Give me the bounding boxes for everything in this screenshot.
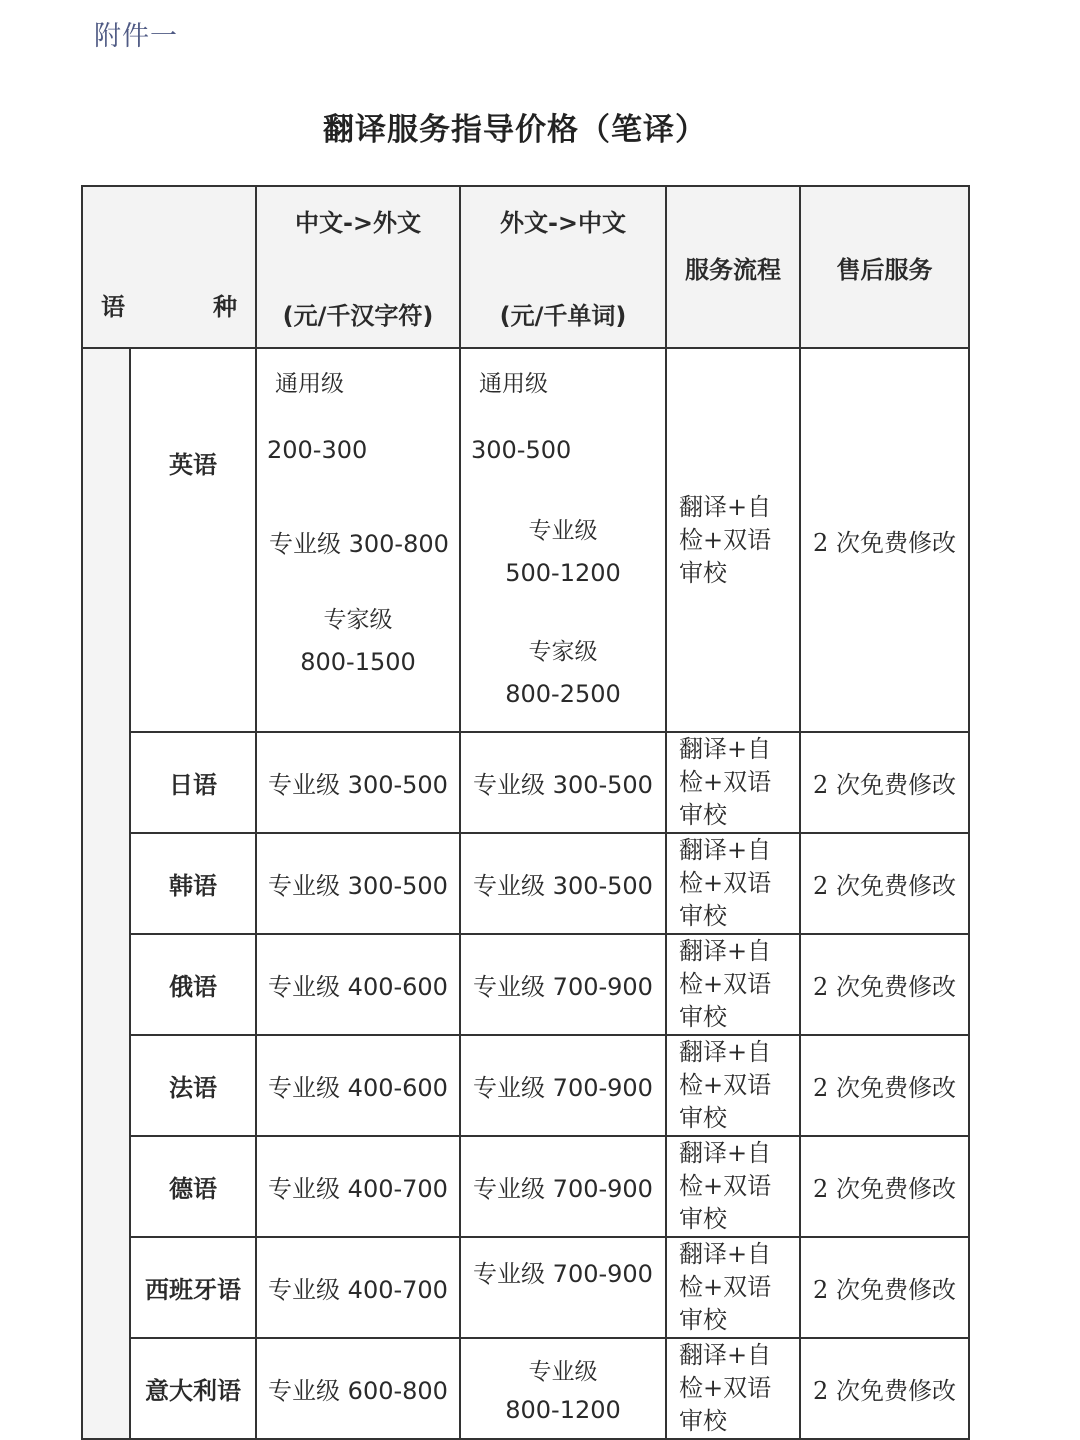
process-line: 检+双语: [679, 970, 772, 998]
header-foreign-to-zh-unit: (元/千单词): [499, 302, 627, 330]
process-line: 翻译+自: [679, 1341, 772, 1369]
process-line: 审校: [679, 902, 727, 930]
italian-fz-label: 专业级: [528, 1359, 598, 1385]
table-row: [82, 1136, 969, 1237]
process-line: 审校: [679, 558, 727, 587]
english-zf-pro: 专业级 300-800: [269, 530, 449, 558]
process-cell: [666, 1035, 800, 1136]
process-line: 审校: [679, 801, 727, 829]
foreign-to-zh-cell: 专业级 700-900: [460, 1237, 666, 1338]
header-process: 服务流程: [666, 186, 800, 348]
process-line: 检+双语: [679, 1172, 772, 1200]
zh-to-foreign-cell: 专业级 400-700: [256, 1136, 460, 1237]
zh-to-foreign-cell: 专业级 600-800: [256, 1338, 460, 1439]
header-after-sales: 售后服务: [800, 186, 969, 348]
process-line: 检+双语: [679, 525, 772, 554]
table-row: [82, 348, 969, 732]
foreign-to-zh-cell: 专业级 300-500: [460, 833, 666, 934]
language-cell: 德语: [130, 1136, 256, 1237]
process-line: 翻译+自: [679, 1240, 772, 1268]
after-sales-cell: 2 次免费修改: [800, 1136, 969, 1237]
header-lang-a: 语: [101, 293, 125, 321]
english-zh-to-foreign-cell: [256, 348, 460, 732]
table-row: [82, 1035, 969, 1136]
process-line: 检+双语: [679, 768, 772, 796]
process-line: 翻译+自: [679, 937, 772, 965]
price-table: [81, 185, 970, 1440]
foreign-to-zh-cell: 专业级 700-900: [460, 1035, 666, 1136]
language-cell: 韩语: [130, 833, 256, 934]
process-cell: [666, 833, 800, 934]
italian-fz-price: 800-1200: [505, 1396, 621, 1424]
process-cell: [666, 1136, 800, 1237]
language-cell: 意大利语: [130, 1338, 256, 1439]
zh-to-foreign-cell: 专业级 400-600: [256, 934, 460, 1035]
process-line: 翻译+自: [679, 1038, 772, 1066]
process-line: 检+双语: [679, 1071, 772, 1099]
english-fz-expert-label: 专家级: [528, 639, 598, 665]
english-fz-general-price: 300-500: [471, 436, 572, 464]
language-cell: 法语: [130, 1035, 256, 1136]
language-cell: 西班牙语: [130, 1237, 256, 1338]
process-cell: [666, 732, 800, 833]
document-title: 翻译服务指导价格（笔译）: [323, 112, 707, 148]
zh-to-foreign-cell: 专业级 400-600: [256, 1035, 460, 1136]
process-line: 翻译+自: [679, 735, 772, 763]
english-fz-general-label: 通用级: [479, 371, 548, 397]
process-line: 审校: [679, 1104, 727, 1132]
process-line: 检+双语: [679, 869, 772, 897]
table-row: [82, 833, 969, 934]
after-sales-cell: 2 次免费修改: [800, 1035, 969, 1136]
process-line: 审校: [679, 1407, 727, 1435]
header-lang-b: 种: [213, 293, 237, 321]
language-cell: 英语: [130, 348, 256, 732]
english-zf-general-label: 通用级: [275, 371, 344, 397]
after-sales-cell: 2 次免费修改: [800, 1338, 969, 1439]
process-line: 检+双语: [679, 1273, 772, 1301]
process-cell: [666, 1237, 800, 1338]
table-row: [82, 732, 969, 833]
process-cell: [666, 934, 800, 1035]
foreign-to-zh-cell: 专业级 300-500: [460, 732, 666, 833]
header-zh-to-foreign-unit: (元/千汉字符): [282, 302, 434, 330]
language-cell: 俄语: [130, 934, 256, 1035]
english-fz-pro-label: 专业级: [528, 518, 598, 544]
english-zf-expert-label: 专家级: [323, 607, 393, 633]
foreign-to-zh-cell: [460, 1338, 666, 1439]
english-process-cell: [666, 348, 800, 732]
table-row: [82, 1237, 969, 1338]
process-line: 检+双语: [679, 1374, 772, 1402]
table-row: [82, 1338, 969, 1439]
table-row: [82, 934, 969, 1035]
zh-to-foreign-cell: 专业级 300-500: [256, 833, 460, 934]
header-zh-to-foreign-label: 中文->外文: [294, 209, 422, 237]
header-language: [82, 186, 256, 348]
header-row: [82, 186, 969, 348]
after-sales-cell: 2 次免费修改: [800, 934, 969, 1035]
english-fz-pro-price: 500-1200: [505, 559, 621, 587]
process-line: 审校: [679, 1205, 727, 1233]
process-line: 翻译+自: [679, 1139, 772, 1167]
header-zh-to-foreign: [256, 186, 460, 348]
foreign-to-zh-cell: 专业级 700-900: [460, 1136, 666, 1237]
annex-label: 附件一: [94, 21, 178, 52]
english-foreign-to-zh-cell: [460, 348, 666, 732]
english-after-sales-cell: 2 次免费修改: [800, 348, 969, 732]
after-sales-cell: 2 次免费修改: [800, 732, 969, 833]
zh-to-foreign-cell: 专业级 400-700: [256, 1237, 460, 1338]
foreign-to-zh-cell: 专业级 700-900: [460, 934, 666, 1035]
after-sales-cell: 2 次免费修改: [800, 1237, 969, 1338]
header-foreign-to-zh: [460, 186, 666, 348]
english-zf-expert-price: 800-1500: [300, 648, 416, 676]
process-line: 翻译+自: [679, 836, 772, 864]
process-line: 审校: [679, 1306, 727, 1334]
english-zf-general-price: 200-300: [267, 436, 368, 464]
english-fz-expert-price: 800-2500: [505, 680, 621, 708]
language-cell: 日语: [130, 732, 256, 833]
header-foreign-to-zh-label: 外文->中文: [499, 209, 627, 237]
process-cell: [666, 1338, 800, 1439]
after-sales-cell: 2 次免费修改: [800, 833, 969, 934]
zh-to-foreign-cell: 专业级 300-500: [256, 732, 460, 833]
left-margin-strip: [82, 348, 130, 1439]
process-line: 审校: [679, 1003, 727, 1031]
process-line: 翻译+自: [679, 492, 772, 521]
